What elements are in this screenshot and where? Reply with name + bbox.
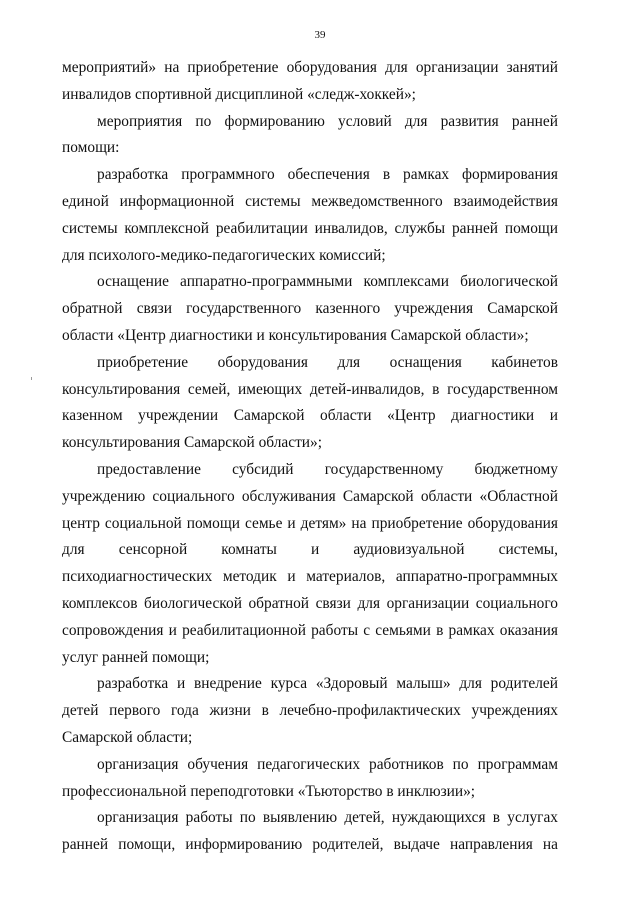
text-line: консультирования семей, имеющих детей-инвалидов, в государственном [62,380,558,398]
text-line: услуг ранней помощи; [62,648,210,666]
text-line: инвалидов спортивной дисциплиной «следж-хоккей»; [62,85,416,103]
text-line: организация обучения педагогических работников по программам [97,755,558,773]
text-line: ранней помощи, информированию родителей, выдаче направления на [62,836,558,854]
text-line: мероприятий» на приобретение оборудования для организации занятий [62,59,558,76]
text-line: Самарской области; [62,728,193,746]
paragraph [62,457,558,671]
text-line: комплексов биологической обратной связи для организации социального [62,594,558,612]
text-line: казенном учреждении Самарской области «Центр диагностики и [62,407,558,425]
document-body [62,55,558,859]
text-line: консультирования Самарской области»; [62,434,323,452]
text-line: учреждению социального обслуживания Самарской области «Областной [62,487,558,505]
text-line: разработка и внедрение курса «Здоровый малыш» для родителей [97,675,558,693]
page-number: 39 [314,29,326,41]
text-line: оснащение аппаратно-программными комплексами биологической [97,273,558,291]
paragraph [62,671,558,751]
text-line: для психолого-медико-педагогических комиссий; [62,246,386,264]
text-line: организация работы по выявлению детей, нуждающихся в услугах [97,809,558,827]
paragraph [62,752,558,806]
paragraph [62,109,558,163]
text-line: помощи: [62,139,120,157]
text-line: приобретение оборудования для оснащения кабинетов [97,353,558,371]
paragraph [62,269,558,349]
text-line: для сенсорной комнаты и аудиовизуальной системы, [62,541,558,559]
text-line: области «Центр диагностики и консультирования Самарской области»; [62,326,529,344]
text-line: детей первого года жизни в лечебно-профилактических учреждениях [62,702,558,720]
text-line: единой информационной системы межведомственного взаимодействия [62,192,558,210]
text-line: сопровождения и реабилитационной работы с семьями в рамках оказания [62,621,558,639]
text-line: психодиагностических методик и материалов, аппаратно-программных [62,568,558,586]
text-line: разработка программного обеспечения в рамках формирования [97,166,558,184]
text-line: обратной связи государственного казенного учреждения Самарской [62,300,558,318]
paragraph [62,350,558,457]
text-line: предоставление субсидий государственному бюджетному [97,460,558,478]
paragraph [62,805,558,859]
text-line: системы комплексной реабилитации инвалидов, службы ранней помощи [62,219,558,237]
text-line: центр социальной помощи семье и детям» на приобретение оборудования [62,514,558,532]
paragraph [62,55,558,109]
paragraph [62,162,558,269]
text-line: профессиональной переподготовки «Тьюторство в инклюзии»; [62,782,476,800]
text-line: мероприятия по формированию условий для развития ранней [97,112,558,130]
margin-mark [31,377,32,380]
